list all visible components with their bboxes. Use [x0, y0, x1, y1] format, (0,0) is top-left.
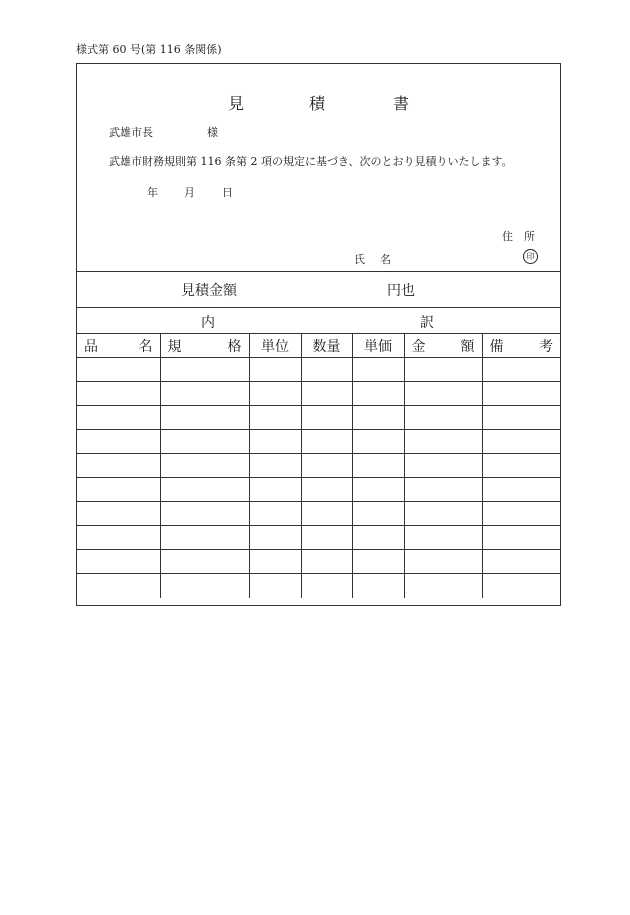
cell-item-name[interactable] [77, 550, 160, 574]
table-row [77, 454, 560, 478]
form-number: 様式第 60 号(第 116 条関係) [76, 43, 222, 56]
cell-quantity[interactable] [301, 430, 352, 454]
cell-item-name[interactable] [77, 406, 160, 430]
cell-unit-price[interactable] [352, 478, 404, 502]
cell-item-name[interactable] [77, 358, 160, 382]
cell-unit[interactable] [249, 550, 301, 574]
seal-icon: 印 [523, 249, 538, 264]
cell-spec[interactable] [160, 550, 249, 574]
cell-remarks[interactable] [482, 502, 560, 526]
table-row [77, 478, 560, 502]
cell-item-name[interactable] [77, 430, 160, 454]
column-header-text: 格 [227, 338, 242, 355]
estimate-amount-label: 見積金額 [181, 283, 237, 299]
cell-unit[interactable] [249, 358, 301, 382]
form-header [77, 64, 560, 271]
cell-unit-price[interactable] [352, 382, 404, 406]
cell-spec[interactable] [160, 502, 249, 526]
cell-item-name[interactable] [77, 454, 160, 478]
cell-quantity[interactable] [301, 478, 352, 502]
cell-unit[interactable] [249, 406, 301, 430]
column-header-text: 金 [411, 338, 426, 355]
table-row [77, 430, 560, 454]
cell-spec[interactable] [160, 526, 249, 550]
cell-remarks[interactable] [482, 358, 560, 382]
cell-quantity[interactable] [301, 406, 352, 430]
column-header-text: 額 [460, 338, 475, 355]
cell-amount[interactable] [404, 574, 482, 598]
cell-unit-price[interactable] [352, 574, 404, 598]
table-row [77, 574, 560, 598]
name-label-1: 氏 [354, 253, 365, 266]
column-header-amount [404, 334, 482, 358]
table-row [77, 550, 560, 574]
cell-amount[interactable] [404, 478, 482, 502]
cell-amount[interactable] [404, 550, 482, 574]
cell-spec[interactable] [160, 382, 249, 406]
addressee: 武雄市長 [109, 126, 153, 139]
table-row [77, 526, 560, 550]
cell-unit[interactable] [249, 526, 301, 550]
table-row [77, 382, 560, 406]
date-month: 月 [184, 186, 195, 199]
column-header-remarks [482, 334, 560, 358]
cell-quantity[interactable] [301, 454, 352, 478]
cell-item-name[interactable] [77, 478, 160, 502]
column-header-text: 考 [539, 338, 553, 355]
cell-quantity[interactable] [301, 502, 352, 526]
body-text: 武雄市財務規則第 116 条第 2 項の規定に基づき、次のとおり見積りいたします。 [109, 155, 513, 168]
cell-amount[interactable] [404, 502, 482, 526]
cell-unit[interactable] [249, 574, 301, 598]
cell-remarks[interactable] [482, 526, 560, 550]
cell-unit-price[interactable] [352, 406, 404, 430]
column-header-spec [160, 334, 249, 358]
cell-remarks[interactable] [482, 406, 560, 430]
table-row [77, 358, 560, 382]
cell-remarks[interactable] [482, 382, 560, 406]
column-header-item-name [77, 334, 160, 358]
cell-item-name[interactable] [77, 502, 160, 526]
cell-spec[interactable] [160, 430, 249, 454]
cell-quantity[interactable] [301, 358, 352, 382]
cell-unit[interactable] [249, 430, 301, 454]
estimate-form [76, 63, 561, 606]
cell-unit-price[interactable] [352, 502, 404, 526]
cell-unit[interactable] [249, 502, 301, 526]
cell-quantity[interactable] [301, 526, 352, 550]
date-year: 年 [147, 186, 158, 199]
column-header-quantity [301, 334, 352, 358]
date-day: 日 [222, 186, 233, 199]
cell-amount[interactable] [404, 430, 482, 454]
cell-quantity[interactable] [301, 574, 352, 598]
column-header-unit-price [352, 334, 404, 358]
column-header-text: 備 [489, 338, 504, 355]
cell-spec[interactable] [160, 574, 249, 598]
cell-quantity[interactable] [301, 382, 352, 406]
cell-amount[interactable] [404, 406, 482, 430]
divider-middle [77, 307, 560, 308]
column-header-text: 規 [167, 338, 182, 355]
cell-spec[interactable] [160, 358, 249, 382]
breakdown-label-2: 訳 [420, 315, 434, 331]
cell-amount[interactable] [404, 526, 482, 550]
cell-unit-price[interactable] [352, 454, 404, 478]
cell-unit-price[interactable] [352, 526, 404, 550]
column-header-text: 単価 [364, 338, 392, 355]
cell-remarks[interactable] [482, 574, 560, 598]
column-header-text: 品 [84, 338, 98, 355]
column-header-text: 単位 [261, 338, 289, 355]
cell-amount[interactable] [404, 358, 482, 382]
table-body [77, 358, 560, 598]
cell-spec[interactable] [160, 406, 249, 430]
cell-spec[interactable] [160, 454, 249, 478]
cell-unit-price[interactable] [352, 430, 404, 454]
title-char-1: 見 [228, 94, 245, 113]
column-header-unit [249, 334, 301, 358]
cell-unit-price[interactable] [352, 358, 404, 382]
cell-item-name[interactable] [77, 574, 160, 598]
cell-item-name[interactable] [77, 526, 160, 550]
cell-remarks[interactable] [482, 550, 560, 574]
table-row [77, 502, 560, 526]
cell-remarks[interactable] [482, 454, 560, 478]
divider-top [77, 271, 560, 272]
table-header-row [77, 334, 560, 358]
name-label-2: 名 [380, 253, 391, 266]
title-char-2: 積 [309, 94, 326, 113]
cell-unit[interactable] [249, 382, 301, 406]
address-label-1: 住 [502, 230, 513, 243]
items-table [77, 333, 560, 598]
cell-unit-price[interactable] [352, 550, 404, 574]
cell-item-name[interactable] [77, 382, 160, 406]
cell-unit[interactable] [249, 454, 301, 478]
table-row [77, 406, 560, 430]
cell-remarks[interactable] [482, 478, 560, 502]
address-label-2: 所 [524, 230, 535, 243]
cell-spec[interactable] [160, 478, 249, 502]
breakdown-label-1: 内 [201, 315, 215, 331]
cell-remarks[interactable] [482, 430, 560, 454]
cell-amount[interactable] [404, 382, 482, 406]
amount-unit: 円也 [387, 283, 415, 299]
cell-quantity[interactable] [301, 550, 352, 574]
cell-amount[interactable] [404, 454, 482, 478]
title-char-3: 書 [393, 94, 410, 113]
column-header-text: 数量 [312, 338, 341, 355]
column-header-text: 名 [138, 338, 153, 355]
cell-unit[interactable] [249, 478, 301, 502]
addressee-honorific: 様 [207, 126, 218, 139]
